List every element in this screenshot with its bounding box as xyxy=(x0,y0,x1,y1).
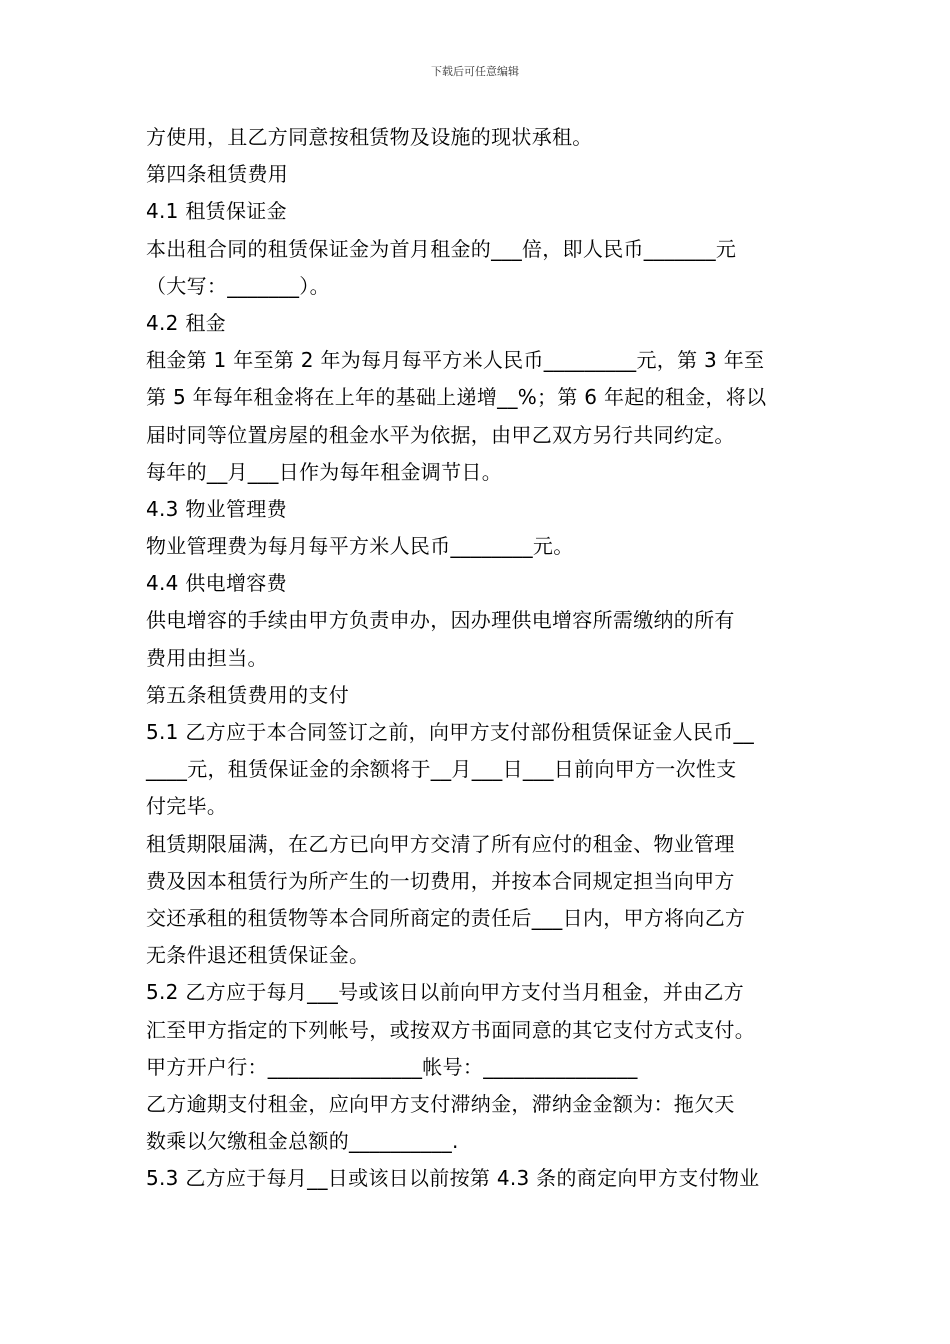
text-line: 供电增容的手续由甲方负责申办，因办理供电增容所需缴纳的所有 xyxy=(146,608,735,633)
page-header: 下载后可任意编辑 xyxy=(431,65,519,78)
text-line: 租赁期限届满，在乙方已向甲方交清了所有应付的租金、物业管理 xyxy=(146,831,735,856)
text-line: ____元，租赁保证金的余额将于__月___日___日前向甲方一次性支 xyxy=(146,757,737,782)
text-line: 5.1 乙方应于本合同签订之前，向甲方支付部份租赁保证金人民币__ xyxy=(146,720,755,744)
text-line: 方使用，且乙方同意按租赁物及设施的现状承租。 xyxy=(146,125,593,149)
text-line: 费及因本租赁行为所产生的一切费用，并按本合同规定担当向甲方 xyxy=(146,868,735,893)
text-line: 付完毕。 xyxy=(146,794,228,819)
clause-heading: 4.1 租赁保证金 xyxy=(146,199,287,224)
text-line: 交还承租的租赁物等本合同所商定的责任后___日内，甲方将向乙方 xyxy=(146,905,746,930)
text-line: 本出租合同的租赁保证金为首月租金的___倍，即人民币_______元 xyxy=(146,236,737,261)
section-heading: 第五条租赁费用的支付 xyxy=(146,682,349,707)
document-body xyxy=(146,119,810,1197)
text-line: 5.2 乙方应于每月___号或该日以前向甲方支付当月租金，并由乙方 xyxy=(146,980,745,1005)
text-line: 物业管理费为每月每平方米人民币________元。 xyxy=(146,534,574,559)
text-line: 汇至甲方指定的下列帐号，或按双方书面同意的其它支付方式支付。 xyxy=(146,1017,755,1042)
text-line: 数乘以欠缴租金总额的__________. xyxy=(146,1129,459,1154)
text-line: 租金第 1 年至第 2 年为每月每平方米人民币_________元，第 3 年至 xyxy=(146,348,765,373)
clause-heading: 4.2 租金 xyxy=(146,310,226,335)
text-line: 届时同等位置房屋的租金水平为依据，由甲乙双方另行共同约定。 xyxy=(146,422,735,447)
clause-heading: 4.4 供电增容费 xyxy=(146,571,287,596)
section-heading: 第四条租赁费用 xyxy=(146,162,289,187)
text-line: 乙方逾期支付租金，应向甲方支付滞纳金，滞纳金金额为：拖欠天 xyxy=(146,1091,735,1116)
text-line: 5.3 乙方应于每月__日或该日以前按第 4.3 条的商定向甲方支付物业 xyxy=(146,1166,760,1191)
text-line: 无条件退还租赁保证金。 xyxy=(146,943,370,968)
text-line: 费用由担当。 xyxy=(146,645,268,670)
text-line: 每年的__月___日作为每年租金调节日。 xyxy=(146,459,502,484)
clause-heading: 4.3 物业管理费 xyxy=(146,496,287,521)
text-line: （大写：_______）。 xyxy=(146,273,330,298)
text-line: 第 5 年每年租金将在上年的基础上递增__%；第 6 年起的租金，将以 xyxy=(146,385,767,410)
text-line: 甲方开户行：_______________帐号：_______________ xyxy=(146,1054,638,1079)
